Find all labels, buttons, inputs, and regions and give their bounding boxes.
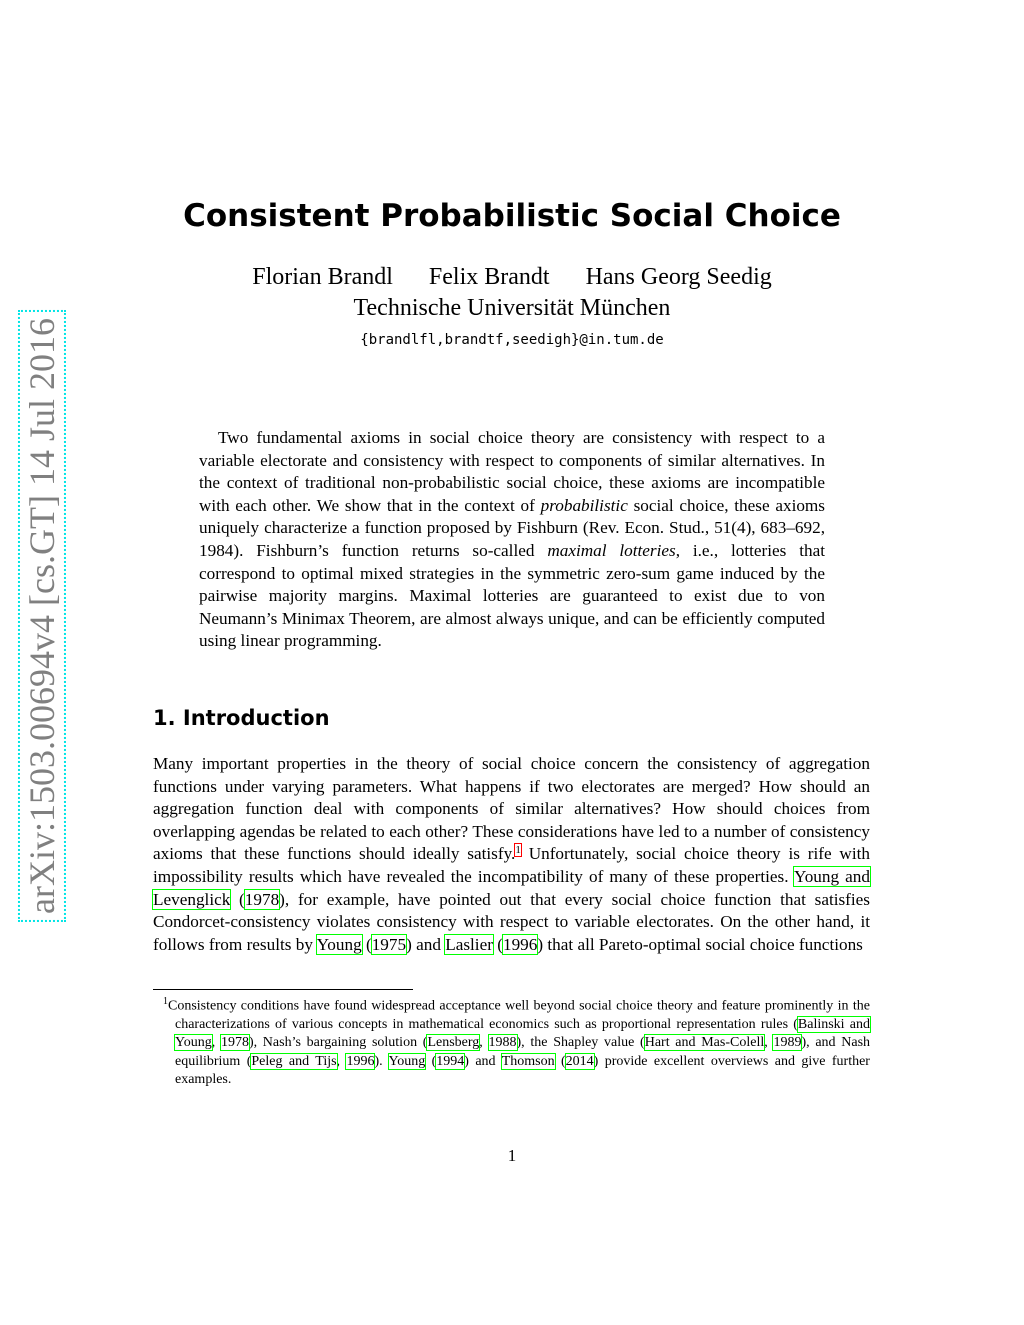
author-name: Florian Brandl — [252, 264, 393, 290]
footnote-ref-link[interactable]: 1 — [515, 843, 521, 856]
citation-link[interactable]: 1978 — [220, 1035, 249, 1051]
paper-title: Consistent Probabilistic Social Choice — [183, 198, 841, 234]
citation-link[interactable]: Young — [316, 934, 362, 954]
footnote-text: Consistency conditions have found widespread acceptance well beyond social choice theory and feature prominently in the characterizations of various concepts in mathematical economics such as proportional representation rules ( — [168, 998, 870, 1033]
footnote-text: , — [211, 1035, 221, 1051]
body-text: ), for example, have pointed out that every social choice function that satisfies Condorcet-consistency violates consistency with respect to variable electorates. On the other hand, it follows from results by — [153, 889, 870, 954]
abstract-text: , i.e., lotteries that correspond to optimal mixed strategies in the symmetric zero-sum game induced by the pairwise majority margins. Maximal lotteries are guaranteed to exist due to von Neumann’s Minimax Theorem, are almost always unique, and can be efficiently computed using linear programming. — [199, 540, 825, 651]
arxiv-stamp[interactable] — [18, 318, 66, 914]
citation-link[interactable]: Peleg and Tijs — [251, 1053, 337, 1069]
citation-link[interactable]: Young — [388, 1053, 426, 1069]
author-list — [0, 264, 1024, 291]
body-text: ( — [492, 934, 503, 954]
page-number: 1 — [507, 1146, 517, 1165]
citation-link[interactable]: Thomson — [501, 1053, 555, 1069]
abstract-text: social choice, these axioms uniquely characterize a function proposed by Fishburn (Rev. Econ. Stud., 51(4), 683–692, 1984). Fishburn’s function returns so-called — [199, 495, 825, 560]
body-text: ) and — [406, 934, 446, 954]
body-text: ) that all Pareto-optimal social choice functions — [537, 934, 863, 954]
footnote-text: ( — [425, 1053, 437, 1069]
body-text: ( — [361, 934, 372, 954]
citation-link[interactable]: Young and Levenglick — [153, 866, 870, 909]
citation-link[interactable]: Laslier — [445, 934, 493, 954]
citation-link[interactable]: 1994 — [436, 1053, 465, 1069]
abstract-emphasis: probabilistic — [540, 495, 628, 515]
footnote-text: , — [479, 1035, 489, 1051]
footnote-text: ) provide excellent overviews and give further examples. — [175, 1053, 870, 1088]
abstract-emphasis: maximal lotteries — [547, 540, 676, 560]
citation-link[interactable]: 2014 — [565, 1053, 594, 1069]
section-heading: 1. Introduction — [153, 706, 330, 730]
body-text: ( — [230, 889, 245, 909]
footnote-divider — [153, 989, 413, 990]
footnote-text: ( — [554, 1053, 566, 1069]
footnote-text: , — [336, 1053, 347, 1069]
citation-link[interactable]: Balinski and Young — [175, 1017, 870, 1051]
body-text: Many important properties in the theory of social choice concern the consistency of aggregation functions under varying parameters. What happens if two electorates are merged? How should an aggregation function deal with components of similar alternatives? How should choices from overlapping agendas be related to each other? These considerations have led to a number of consistency axioms that these functions should ideally satisfy. — [153, 754, 870, 864]
footnote-text: , — [764, 1035, 774, 1051]
citation-link[interactable]: 1988 — [488, 1035, 517, 1051]
arxiv-identifier-link[interactable]: arXiv:1503.00694v4 [cs.GT] 14 Jul 2016 — [18, 310, 66, 922]
footnote-text: ) and — [464, 1053, 502, 1069]
author-email: {brandlfl,brandtf,seedigh}@in.tum.de — [360, 332, 664, 348]
abstract — [199, 427, 825, 653]
intro-paragraph — [153, 753, 870, 956]
footnote-text: ). — [374, 1053, 389, 1069]
footnote-mark: 1 — [163, 996, 168, 1007]
affiliation: Technische Universität München — [353, 295, 671, 321]
citation-link[interactable]: Lensberg — [427, 1035, 480, 1051]
body-text: Unfortunately, social choice theory is rife with impossibility results which have revealed the incompatibility of many of these properties. — [153, 844, 870, 886]
citation-link[interactable]: 1975 — [371, 934, 407, 954]
citation-link[interactable]: 1989 — [773, 1035, 802, 1051]
author-name: Felix Brandt — [428, 264, 550, 290]
abstract-text: Two fundamental axioms in social choice theory are consistency with respect to a variable electorate and consistency with respect to components of similar alternatives. In the context of traditional non-probabilistic social choice, these axioms are incompatible with each other. We show that in the context of — [199, 428, 825, 515]
footnote — [153, 993, 870, 1090]
citation-link[interactable]: 1978 — [244, 889, 280, 909]
footnote-text: ), the Shapley value ( — [516, 1035, 645, 1051]
footnote-text: ), Nash’s bargaining solution ( — [248, 1035, 428, 1051]
citation-link[interactable]: 1996 — [346, 1053, 375, 1069]
citation-link[interactable]: 1996 — [502, 934, 538, 954]
author-name: Hans Georg Seedig — [585, 264, 772, 290]
footnote-text: ), and Nash equilibrium ( — [175, 1035, 871, 1069]
citation-link[interactable]: Hart and Mas-Colell — [644, 1035, 765, 1051]
